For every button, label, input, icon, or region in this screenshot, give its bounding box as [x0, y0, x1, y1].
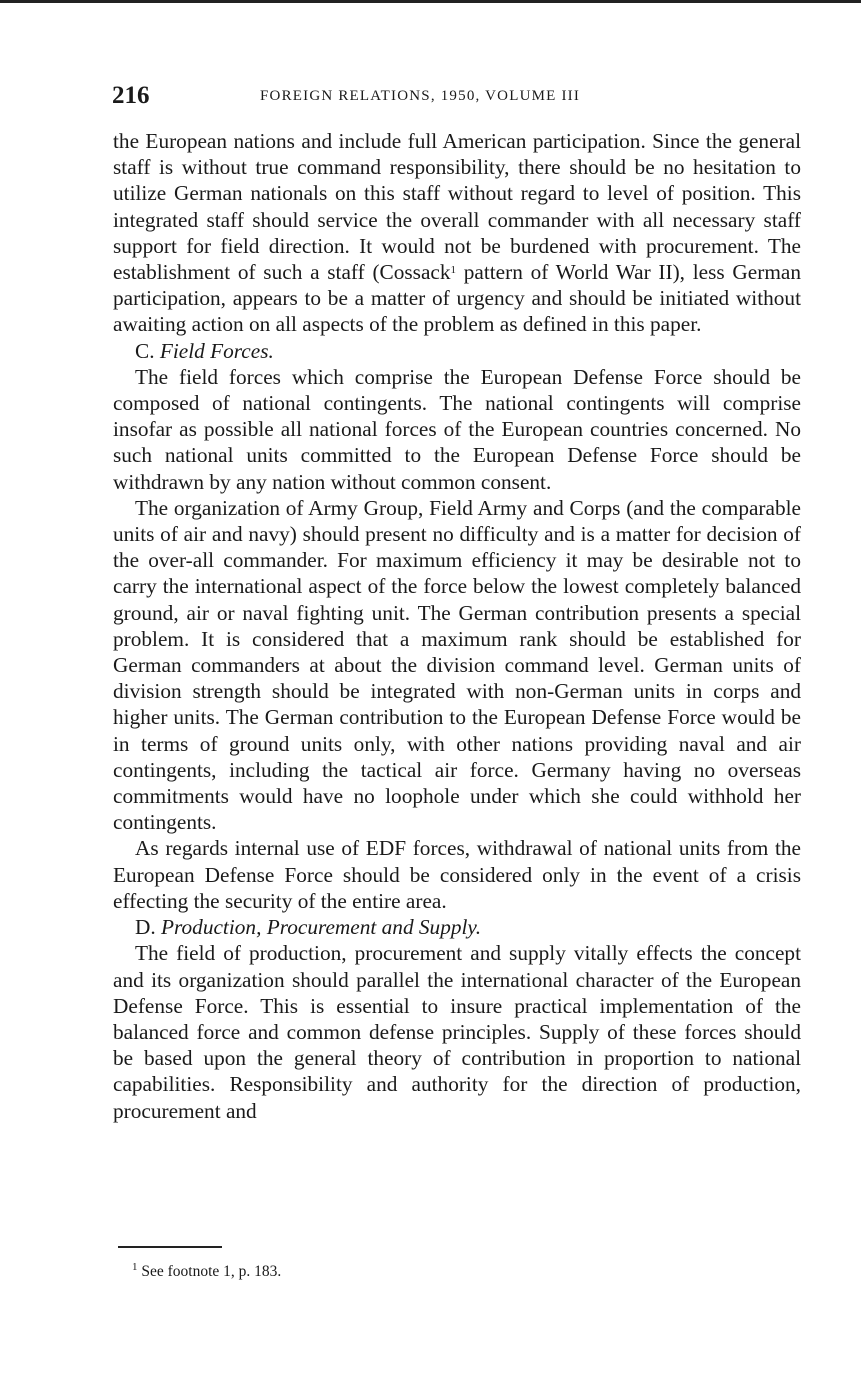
page-header [112, 82, 802, 112]
section-heading-d: D. Production, Procurement and Supply. [135, 915, 482, 940]
running-head: FOREIGN RELATIONS, 1950, VOLUME III [260, 88, 581, 104]
footnote-rule [118, 1246, 222, 1248]
footnote-marker: 1 [132, 1261, 138, 1273]
paragraph-production: The field of production, procurement and supply vitally effects the concept and its organization should parallel the international character of the European Defense Force. This is essential to insure practical implementation of the balanced force and common defense principles. Supply of these forces should be based upon the general theory of contribution in proportion to national capabilities. Responsibility and authority for the direction of production, procurement and [113, 941, 801, 1123]
footnote: $^1$ See footnote 1, p. 183. [132, 1261, 282, 1280]
paragraph-internal-use: As regards internal use of EDF forces, withdrawal of national units from the European Defense Force should be considered only in the event of a crisis effecting the security of the entire area. [113, 836, 801, 913]
paragraph-continued: the European nations and include full American participation. Since the general staff is without true command responsibility, there should be no hesitation to utilize German nationals on this staff without regard to level of position. This integrated staff should service the overall commander with all necessary staff support for field direction. It would not be burdened with procurement. The establishment of such a staff (Cossack$^1$ pattern of World War II), less German participation, appears to be a matter of urgency and should be initiated without awaiting action on all aspects of the problem as defined in this paper. [113, 129, 801, 337]
paragraph-organization: The organization of Army Group, Field Army and Corps (and the comparable units of air and navy) should present no difficulty and is a matter for decision of the over-all commander. For maximum efficiency it may be desirable not to carry the international aspect of the force below the lowest completely balanced ground, air or naval fighting unit. The German contribution presents a special problem. It is considered that a maximum rank should be established for German commanders at about the division command level. German units of division strength should be integrated with non-German units in corps and higher units. The German contribution to the European Defense Force would be in terms of ground units only, with other nations providing naval and air contingents, including the tactical air force. Germany having no overseas commitments would have no loophole under which she could withhold her contingents. [113, 495, 801, 835]
section-heading-c: C. Field Forces. [135, 338, 274, 363]
top-border-rule [0, 0, 861, 3]
footnote-ref: 1 [450, 264, 457, 277]
page-number: 216 [112, 82, 150, 109]
body-text [113, 128, 801, 1124]
paragraph-field-forces: The field forces which comprise the European Defense Force should be composed of national contingents. The national contingents will comprise insofar as possible all national forces of the European countries concerned. No such national units committed to the European Defense Force should be withdrawn by any nation without common consent. [113, 364, 801, 494]
